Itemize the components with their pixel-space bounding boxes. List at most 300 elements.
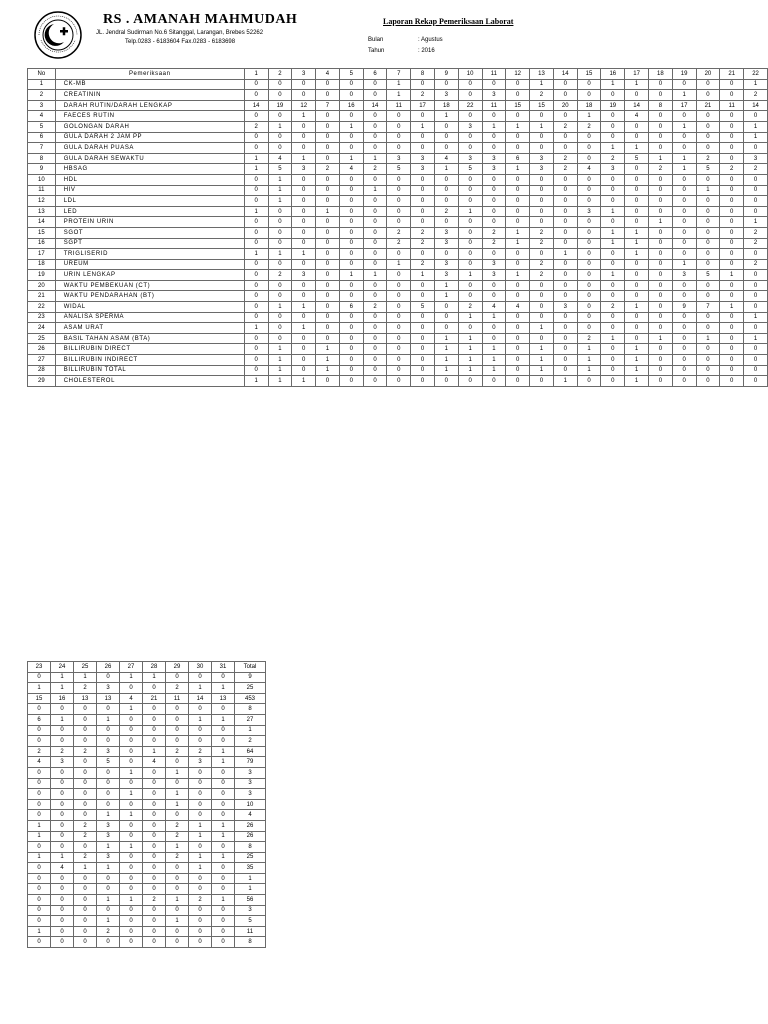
table-cell: 0 xyxy=(189,736,212,747)
table-cell: 1 xyxy=(387,90,411,101)
table-cell: HIV xyxy=(55,185,244,196)
table-cell: 1 xyxy=(212,895,235,906)
table-cell: 0 xyxy=(601,249,625,260)
table-cell: 79 xyxy=(235,757,266,768)
table-cell: 2 xyxy=(166,852,189,863)
table-cell: 0 xyxy=(625,270,649,281)
table-cell: 3 xyxy=(482,259,506,270)
table-cell: 0 xyxy=(530,333,554,344)
table-cell: 0 xyxy=(720,312,744,323)
table-cell: 0 xyxy=(363,344,387,355)
table-cell: 1 xyxy=(434,111,458,122)
table-cell: 1 xyxy=(601,270,625,281)
table-row xyxy=(28,217,768,228)
table-cell: 0 xyxy=(387,323,411,334)
column-header: 24 xyxy=(51,662,74,673)
table-cell: 0 xyxy=(601,111,625,122)
table-cell: 0 xyxy=(744,249,768,260)
table-cell: 0 xyxy=(720,196,744,207)
table-cell: 3 xyxy=(97,820,120,831)
column-header: 2 xyxy=(268,69,292,80)
table-cell: 26 xyxy=(235,831,266,842)
table-cell: 2 xyxy=(235,736,266,747)
table-cell: 13 xyxy=(212,693,235,704)
table-cell: 1 xyxy=(577,355,601,366)
table-row xyxy=(28,291,768,302)
table-cell: LED xyxy=(55,206,244,217)
table-cell: 0 xyxy=(143,683,166,694)
table-cell: 0 xyxy=(292,355,316,366)
table-cell: 1 xyxy=(601,206,625,217)
table-cell: 0 xyxy=(363,206,387,217)
table-cell: 0 xyxy=(577,153,601,164)
table-cell: 2 xyxy=(530,90,554,101)
table-cell: 0 xyxy=(411,376,435,387)
column-header: No xyxy=(28,69,56,80)
table-cell: 12 xyxy=(292,100,316,111)
table-cell: 1 xyxy=(120,672,143,683)
table-cell: 6 xyxy=(339,302,363,313)
table-cell: PROTEIN URIN xyxy=(55,217,244,228)
table-cell: 0 xyxy=(363,365,387,376)
table-cell: 0 xyxy=(434,185,458,196)
table-cell: 0 xyxy=(292,121,316,132)
table-cell: 0 xyxy=(553,90,577,101)
table-cell: 35 xyxy=(235,863,266,874)
table-cell: 0 xyxy=(696,312,720,323)
column-header: 5 xyxy=(339,69,363,80)
table-row xyxy=(28,863,266,874)
table-cell: 3 xyxy=(97,683,120,694)
table-cell: 0 xyxy=(744,143,768,154)
table-cell: 0 xyxy=(506,217,530,228)
table-cell: 1 xyxy=(120,789,143,800)
table-cell: 0 xyxy=(506,111,530,122)
exam-recap-table xyxy=(27,68,768,387)
table-cell: 1 xyxy=(530,344,554,355)
table-cell: 3 xyxy=(458,121,482,132)
table-cell: 0 xyxy=(672,79,696,90)
table-cell: 0 xyxy=(720,238,744,249)
table-cell: 0 xyxy=(363,355,387,366)
table-cell: 5 xyxy=(387,164,411,175)
table-cell: HDL xyxy=(55,174,244,185)
table-cell: 15 xyxy=(506,100,530,111)
table-cell: BASIL TAHAN ASAM (BTA) xyxy=(55,333,244,344)
table-cell: 1 xyxy=(212,683,235,694)
table-cell: 0 xyxy=(244,111,268,122)
table-cell: 1 xyxy=(530,365,554,376)
table-cell: 0 xyxy=(316,90,340,101)
table-row xyxy=(28,937,266,948)
table-row xyxy=(28,767,266,778)
table-cell: 0 xyxy=(672,291,696,302)
table-cell: 0 xyxy=(625,312,649,323)
table-cell: 1 xyxy=(189,683,212,694)
table-cell: 0 xyxy=(292,227,316,238)
table-cell: 0 xyxy=(648,249,672,260)
table-cell: BILLIRUBIN DIRECT xyxy=(55,344,244,355)
table-cell: 0 xyxy=(434,302,458,313)
table-cell: 0 xyxy=(292,280,316,291)
table-cell: 0 xyxy=(316,323,340,334)
table-cell: 0 xyxy=(268,280,292,291)
table-cell: 22 xyxy=(458,100,482,111)
table-cell: 1 xyxy=(672,164,696,175)
table-cell: 0 xyxy=(166,714,189,725)
table-cell: 0 xyxy=(51,831,74,842)
table-cell: 1 xyxy=(553,376,577,387)
table-cell: 16 xyxy=(51,693,74,704)
table-cell: 0 xyxy=(166,736,189,747)
table-cell: 1 xyxy=(235,725,266,736)
table-cell: 0 xyxy=(696,259,720,270)
table-cell: 0 xyxy=(316,312,340,323)
table-cell: 0 xyxy=(458,323,482,334)
column-header: 17 xyxy=(625,69,649,80)
table-cell: 0 xyxy=(506,323,530,334)
table-row xyxy=(28,376,768,387)
table-cell: 0 xyxy=(506,365,530,376)
table-cell: 1 xyxy=(434,291,458,302)
table-cell: 1 xyxy=(166,799,189,810)
table-cell: GULA DARAH SEWAKTU xyxy=(55,153,244,164)
table-cell: 21 xyxy=(28,291,56,302)
table-cell: 0 xyxy=(212,767,235,778)
table-cell: 4 xyxy=(235,810,266,821)
table-cell: 0 xyxy=(166,926,189,937)
table-row xyxy=(28,196,768,207)
table-cell: BILLIRUBIN TOTAL xyxy=(55,365,244,376)
table-cell: 0 xyxy=(143,725,166,736)
table-cell: 0 xyxy=(212,926,235,937)
table-cell: 1 xyxy=(458,365,482,376)
table-cell: 0 xyxy=(434,174,458,185)
table-cell: 0 xyxy=(744,323,768,334)
table-cell: 0 xyxy=(363,238,387,249)
table-cell: 1 xyxy=(51,714,74,725)
table-cell: TRIGLISERID xyxy=(55,249,244,260)
table-cell: 0 xyxy=(51,884,74,895)
table-row xyxy=(28,884,266,895)
table-cell: 0 xyxy=(292,79,316,90)
table-cell: 0 xyxy=(577,376,601,387)
table-cell: 0 xyxy=(696,344,720,355)
table-row xyxy=(28,90,768,101)
table-cell: 0 xyxy=(120,725,143,736)
table-cell: 0 xyxy=(292,344,316,355)
table-cell: 0 xyxy=(339,79,363,90)
table-cell: 0 xyxy=(74,757,97,768)
table-cell: 15 xyxy=(28,693,51,704)
table-cell: 18 xyxy=(28,259,56,270)
table-cell: 0 xyxy=(601,259,625,270)
table-cell: 1 xyxy=(530,355,554,366)
table-cell: 0 xyxy=(625,121,649,132)
table-cell: 0 xyxy=(189,842,212,853)
table-cell: 0 xyxy=(625,217,649,228)
table-row xyxy=(28,164,768,175)
table-cell: 1 xyxy=(387,79,411,90)
table-cell: 0 xyxy=(625,291,649,302)
table-row xyxy=(28,895,266,906)
table-cell: 0 xyxy=(268,227,292,238)
table-cell: 0 xyxy=(625,280,649,291)
table-cell: 20 xyxy=(28,280,56,291)
table-cell: 0 xyxy=(601,355,625,366)
table-cell: 0 xyxy=(696,196,720,207)
table-cell: 0 xyxy=(577,217,601,228)
table-cell: 0 xyxy=(672,312,696,323)
table-cell: 0 xyxy=(577,143,601,154)
table-cell: 0 xyxy=(411,185,435,196)
table-cell: 0 xyxy=(166,810,189,821)
table-cell: 0 xyxy=(51,873,74,884)
table-cell: 0 xyxy=(97,905,120,916)
table-cell: 0 xyxy=(506,185,530,196)
table-cell: 0 xyxy=(672,344,696,355)
table-cell: 0 xyxy=(120,799,143,810)
table-cell: 1 xyxy=(212,820,235,831)
table-cell: 1 xyxy=(268,302,292,313)
table-cell: 0 xyxy=(143,905,166,916)
table-cell: 24 xyxy=(28,323,56,334)
table-cell: 0 xyxy=(720,344,744,355)
table-cell: 0 xyxy=(530,312,554,323)
table-cell: 2 xyxy=(387,227,411,238)
table-cell: 0 xyxy=(720,291,744,302)
table-cell: 0 xyxy=(601,132,625,143)
table-cell: 0 xyxy=(482,79,506,90)
table-cell: 4 xyxy=(482,302,506,313)
table-row xyxy=(28,873,266,884)
table-cell: 0 xyxy=(189,767,212,778)
table-cell: 0 xyxy=(28,873,51,884)
table-cell: 1 xyxy=(744,312,768,323)
table-cell: 2 xyxy=(530,259,554,270)
table-cell: 0 xyxy=(97,789,120,800)
table-cell: 0 xyxy=(244,217,268,228)
table-cell: 3 xyxy=(292,164,316,175)
table-cell: 0 xyxy=(339,291,363,302)
table-cell: 0 xyxy=(28,725,51,736)
table-cell: GULA DARAH PUASA xyxy=(55,143,244,154)
table-row xyxy=(28,227,768,238)
table-cell: 21 xyxy=(143,693,166,704)
table-cell: 0 xyxy=(648,344,672,355)
column-header: 27 xyxy=(120,662,143,673)
table-cell: 0 xyxy=(672,196,696,207)
table-cell: 0 xyxy=(292,333,316,344)
table-cell: 0 xyxy=(720,217,744,228)
table-cell: 0 xyxy=(387,365,411,376)
table-cell: 0 xyxy=(316,259,340,270)
table-cell: 4 xyxy=(577,164,601,175)
table-cell: 1 xyxy=(292,376,316,387)
table-cell: 0 xyxy=(143,863,166,874)
table-cell: 0 xyxy=(720,259,744,270)
table-cell: 1 xyxy=(189,852,212,863)
table-cell: 0 xyxy=(577,280,601,291)
column-header: 3 xyxy=(292,69,316,80)
table-cell: 0 xyxy=(51,704,74,715)
table-cell: 4 xyxy=(434,153,458,164)
hospital-address: JL. Jendral Sudirman No.6 Sitanggal, Larangan, Brebes 52262 xyxy=(96,30,264,36)
table-cell: 0 xyxy=(212,725,235,736)
table-cell: 3 xyxy=(97,746,120,757)
table-row xyxy=(28,79,768,90)
table-cell: 0 xyxy=(166,778,189,789)
table-cell: 0 xyxy=(577,259,601,270)
table-cell: 0 xyxy=(212,873,235,884)
table-cell: 0 xyxy=(648,355,672,366)
table-row xyxy=(28,778,266,789)
table-cell: 0 xyxy=(720,355,744,366)
table-cell: 0 xyxy=(696,323,720,334)
table-cell: 0 xyxy=(482,206,506,217)
table-cell: 0 xyxy=(648,291,672,302)
table-cell: 1 xyxy=(625,365,649,376)
table-cell: 0 xyxy=(339,259,363,270)
table-cell: 0 xyxy=(292,143,316,154)
table-cell: 0 xyxy=(648,174,672,185)
table-cell: 1 xyxy=(97,895,120,906)
table-cell: 0 xyxy=(316,111,340,122)
table-cell: 1 xyxy=(648,153,672,164)
table-cell: 0 xyxy=(189,916,212,927)
table-cell: 0 xyxy=(696,365,720,376)
table-cell: 0 xyxy=(577,249,601,260)
table-row xyxy=(28,302,768,313)
table-cell: 0 xyxy=(212,704,235,715)
table-cell: 0 xyxy=(672,249,696,260)
table-cell: 0 xyxy=(434,196,458,207)
table-cell: 0 xyxy=(530,376,554,387)
table-cell: 0 xyxy=(458,143,482,154)
table-cell: 8 xyxy=(28,153,56,164)
table-cell: 0 xyxy=(316,132,340,143)
table-cell: 3 xyxy=(51,757,74,768)
table-row xyxy=(28,344,768,355)
table-cell: 0 xyxy=(553,143,577,154)
table-cell: 1 xyxy=(244,206,268,217)
table-cell: 0 xyxy=(601,323,625,334)
table-cell: 0 xyxy=(577,90,601,101)
table-cell: 0 xyxy=(292,90,316,101)
table-cell: 29 xyxy=(28,376,56,387)
table-cell: 0 xyxy=(720,121,744,132)
table-cell: 2 xyxy=(530,270,554,281)
table-cell: 1 xyxy=(268,121,292,132)
month-label: Bulan xyxy=(368,37,384,43)
table-cell: 0 xyxy=(28,937,51,948)
table-cell: 0 xyxy=(720,227,744,238)
table-cell: 1 xyxy=(28,820,51,831)
table-cell: 0 xyxy=(189,905,212,916)
table-cell: 1 xyxy=(434,333,458,344)
table-cell: LDL xyxy=(55,196,244,207)
table-cell: 3 xyxy=(411,153,435,164)
table-row xyxy=(28,693,266,704)
table-cell: 1 xyxy=(506,227,530,238)
table-cell: 0 xyxy=(506,376,530,387)
table-cell: 0 xyxy=(577,196,601,207)
table-cell: 0 xyxy=(28,810,51,821)
table-cell: 0 xyxy=(482,333,506,344)
table-cell: 0 xyxy=(648,132,672,143)
table-cell: 4 xyxy=(625,111,649,122)
table-cell: 15 xyxy=(530,100,554,111)
table-cell: 2 xyxy=(482,238,506,249)
table-cell: 0 xyxy=(51,916,74,927)
table-cell: 25 xyxy=(28,333,56,344)
column-header: 31 xyxy=(212,662,235,673)
table-cell: 1 xyxy=(601,79,625,90)
table-cell: 0 xyxy=(672,280,696,291)
table-cell: HBSAG xyxy=(55,164,244,175)
table-cell: 0 xyxy=(553,111,577,122)
table-cell: 0 xyxy=(143,810,166,821)
table-row xyxy=(28,185,768,196)
table-cell: 0 xyxy=(212,799,235,810)
table-cell: 0 xyxy=(51,810,74,821)
table-cell: 0 xyxy=(244,90,268,101)
table-cell: 0 xyxy=(97,704,120,715)
table-cell: 0 xyxy=(530,132,554,143)
table-cell: 14 xyxy=(625,100,649,111)
table-cell: 0 xyxy=(51,937,74,948)
table-cell: 0 xyxy=(244,174,268,185)
table-cell: 2 xyxy=(244,121,268,132)
table-row xyxy=(28,672,266,683)
table-row xyxy=(28,153,768,164)
table-cell: 5 xyxy=(625,153,649,164)
table-cell: 0 xyxy=(189,937,212,948)
table-cell: 0 xyxy=(648,323,672,334)
table-cell: 1 xyxy=(28,831,51,842)
table-cell: 0 xyxy=(648,312,672,323)
column-header: 20 xyxy=(696,69,720,80)
table-cell: 1 xyxy=(212,714,235,725)
table-cell: 0 xyxy=(143,852,166,863)
exam-recap-table-continued xyxy=(27,661,266,948)
table-cell: 0 xyxy=(74,884,97,895)
table-cell: 6 xyxy=(506,153,530,164)
table-cell: 2 xyxy=(28,90,56,101)
table-cell: 4 xyxy=(339,164,363,175)
table-cell: 1 xyxy=(268,174,292,185)
table-cell: 19 xyxy=(268,100,292,111)
table-cell: 0 xyxy=(166,884,189,895)
table-cell: 0 xyxy=(244,270,268,281)
table-cell: 1 xyxy=(120,810,143,821)
table-cell: 0 xyxy=(744,111,768,122)
table-cell: 0 xyxy=(363,376,387,387)
table-cell: 1 xyxy=(601,227,625,238)
table-cell: 0 xyxy=(458,259,482,270)
table-cell: 1 xyxy=(292,249,316,260)
table-cell: 0 xyxy=(120,905,143,916)
table-cell: 3 xyxy=(458,153,482,164)
table-cell: 0 xyxy=(506,196,530,207)
table-cell: CREATININ xyxy=(55,90,244,101)
table-cell: 0 xyxy=(244,79,268,90)
table-cell: 1 xyxy=(51,852,74,863)
column-header: 15 xyxy=(577,69,601,80)
table-cell: 3 xyxy=(434,238,458,249)
table-row xyxy=(28,174,768,185)
table-cell: 0 xyxy=(268,238,292,249)
